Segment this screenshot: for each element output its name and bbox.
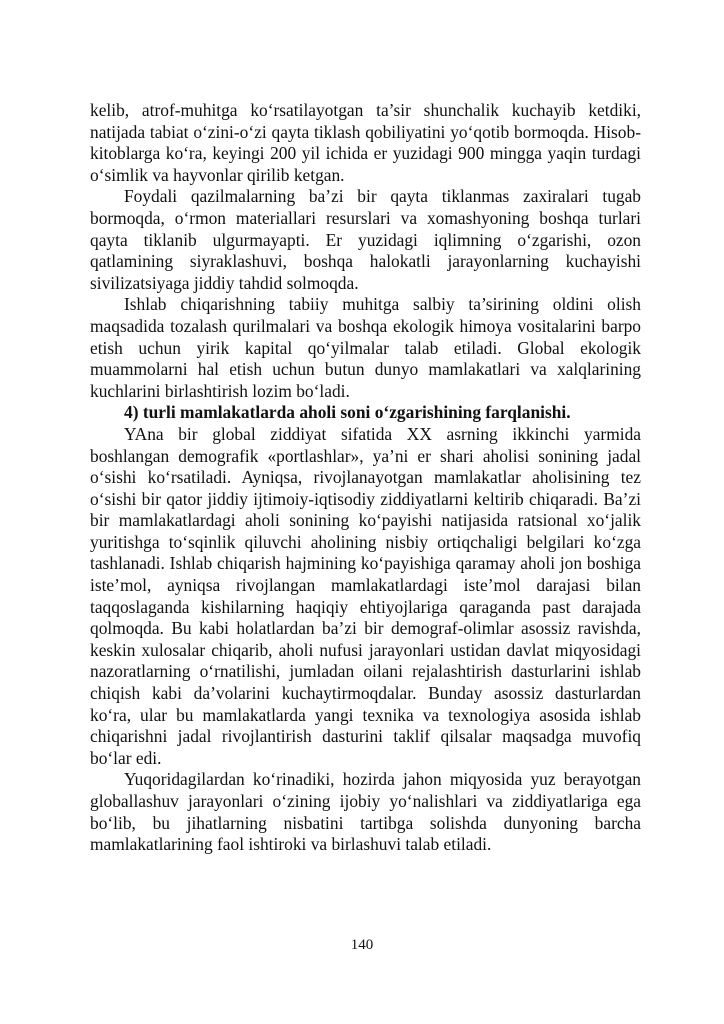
paragraph-conclusion: Yuqoridagilardan ko‘rinadiki, hozirda jahon miqyosida yuz berayotgan globallashuv jarayonlari o‘zining ijobiy yo‘nalishlari va ziddiyatlariga ega bo‘lib, bu jihatlarning nisbatini tartibga solishda dunyoning barcha mamlakatlarining faol ishtiroki va birlashuvi talab etiladi. (90, 769, 641, 855)
paragraph-continuation: kelib, atrof-muhitga ko‘rsatilayotgan ta’sir shunchalik kuchayib ketdiki, natijada tabiat o‘zini-o‘zi qayta tiklash qobiliyatini yo‘qotib bormoqda. Hisob-kitoblarga ko‘ra, keyingi 200 yil ichida er yuzidagi 900 mingga yaqin turdagi o‘simlik va hayvonlar qirilib ketgan. (90, 100, 641, 185)
page-body (90, 100, 641, 856)
paragraph-ecological-protection: Ishlab chiqarishning tabiiy muhitga salbiy ta’sirining oldini olish maqsadida tozalash qurilmalari va boshqa ekologik himoya vositalarini barpo etish uchun yirik kapital qo‘yilmalar talab etiladi. Global ekologik muammolarni hal etish uchun butun dunyo mamlakatlari va xalqlarining kuchlarini birlashtirish lozim bo‘ladi. (90, 294, 641, 401)
page-number: 140 (350, 937, 374, 953)
paragraph-demographic-explosion: YAna bir global ziddiyat sifatida XX asrning ikkinchi yarmida boshlangan demografik «portlashlar», ya’ni er shari aholisi sonining jadal o‘sishi ko‘rsatiladi. Ayniqsa, rivojlanayotgan mamlakatlar aholisining tez o‘sishi bir qator jiddiy ijtimoiy-iqtisodiy ziddiyatlarni keltirib chiqaradi. Ba’zi bir mamlakatlardagi aholi sonining ko‘payishi natijasida ratsional xo‘jalik yuritishga to‘sqinlik qiluvchi aholining nisbiy ortiqchaligi belgilari ko‘zga tashlanadi. Ishlab chiqarish hajmining ko‘payishiga qaramay aholi jon boshiga iste’mol, ayniqsa rivojlangan mamlakatlardagi iste’mol darajasi bilan taqqoslaganda kishilarning haqiqiy ehtiyojlariga qaraganda past darajada qolmoqda. Bu kabi holatlardan ba’zi bir demograf-olimlar asossiz ravishda, keskin xulosalar chiqarib, aholi nufusi jarayonlari ustidan davlat miqyosidagi nazoratlarning o‘rnatilishi, jumladan oilani rejalashtirish dasturlarini ishlab chiqish kabi da’volarini kuchaytirmoqdalar. Bunday asossiz dasturlardan ko‘ra, ular bu mamlakatlarda yangi texnika va texnologiya asosida ishlab chiqarishni jadal rivojlantirish dasturini taklif qilsalar maqsadga muvofiq bo‘lar edi. (90, 423, 641, 768)
section-heading: 4) turli mamlakatlarda aholi soni o‘zgarishining farqlanishi. (124, 402, 571, 423)
paragraph-mineral-resources: Foydali qazilmalarning ba’zi bir qayta tiklanmas zaxiralari tugab bormoqda, o‘rmon materiallari resurslari va xomashyoning boshqa turlari qayta tiklanib ulgurmayapti. Er yuzidagi iqlimning o‘zgarishi, ozon qatlamining siyraklashuvi, boshqa halokatli jarayonlarning kuchayishi sivilizatsiyaga jiddiy tahdid solmoqda. (90, 186, 641, 293)
